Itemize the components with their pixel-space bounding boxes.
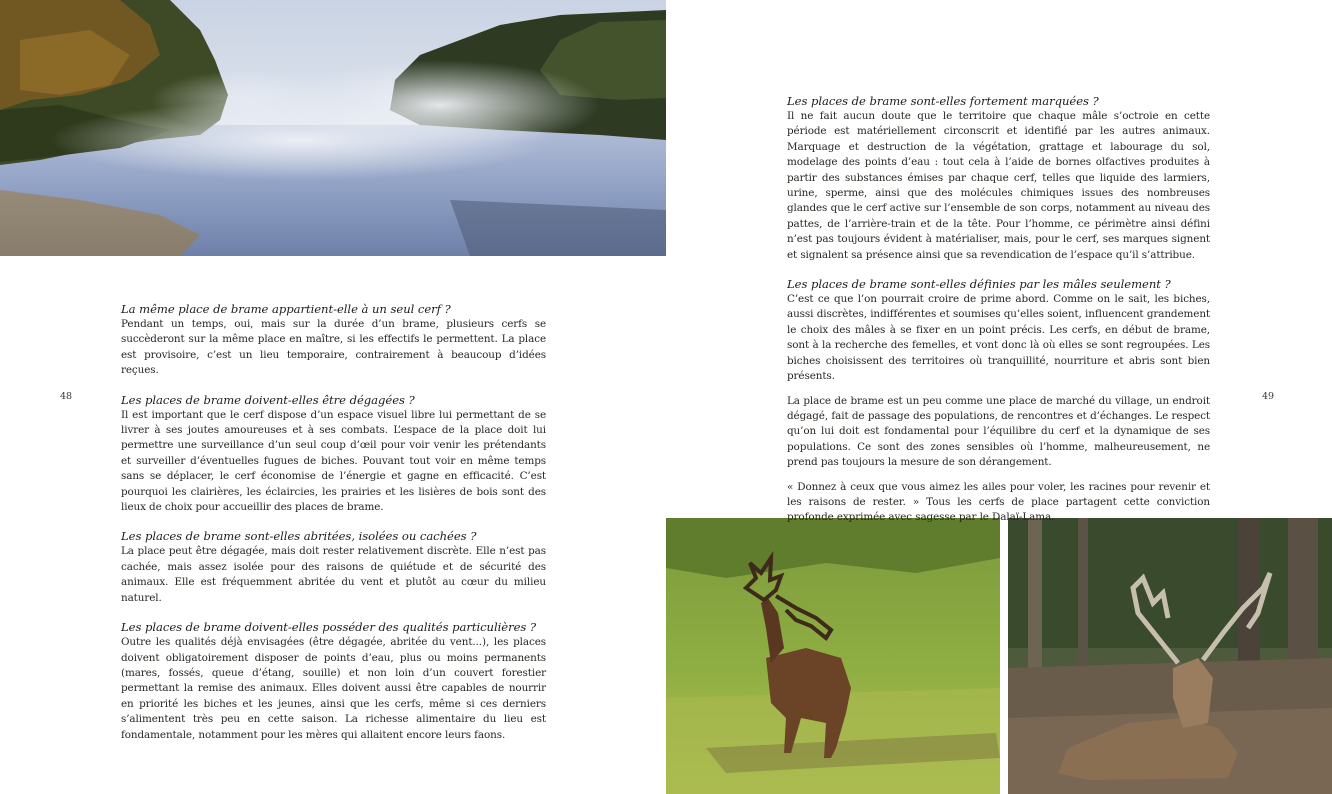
misty-lake-landscape-photo-icon bbox=[0, 0, 666, 256]
red-deer-stag-bellowing-photo-icon bbox=[666, 518, 1000, 794]
section-heading: Les places de brame sont-elles définies par les mâles seulement ? bbox=[787, 277, 1171, 292]
section-block bbox=[121, 619, 546, 743]
stag-bellowing-photo bbox=[666, 518, 1000, 794]
section-paragraph: La place peut être dégagée, mais doit rester relativement discrète. Elle n’est pas cachée, mais assez isolée pour des raisons de quiétude et de sécurité des animaux. Elle est fréquemment abritée du vent et plutôt au cœur du milieu naturel. bbox=[121, 545, 546, 604]
section-block bbox=[787, 93, 1210, 263]
section-paragraph: Il ne fait aucun doute que le territoire que chaque mâle s’octroie en cette période est matériellement circonscrit et identifié par les autres animaux. Marquage et destruction de la végétation, grattage et labourage du sol, modelage des points d’eau : tout cela à l’aide de bornes olfactives produites à partir des substances émises par chaque cerf, telles que liquide des larmiers, urine, sperme, ainsi que des molécules chimiques issues des nombreuses glandes que le cerf active sur l’ensemble de son corps, notamment au niveau des pattes, de l’arrière-train et de la tête. Pour l’homme, ce périmètre ainsi défini n’est pas toujours évident à matérialiser, mais, pour le cerf, ses marques signent et signalent sa présence ainsi que sa revendication de l’espace qu’il s’attribue. bbox=[787, 110, 1210, 261]
section-heading: Les places de brame doivent-elles être dégagées ? bbox=[121, 392, 415, 407]
section-paragraph: Pendant un temps, oui, mais sur la durée d’un brame, plusieurs cerfs se succèderont sur la même place en maître, si les effectifs le permettent. La place est provisoire, c’est un lieu temporaire, contrairement à beaucoup d’idées reçues. bbox=[121, 318, 546, 377]
section-paragraph: C’est ce que l’on pourrait croire de prime abord. Comme on le sait, les biches, aussi discrètes, indifférentes et soumises qu’elles soient, influencent grandement le choix des mâles à se fixer en un point précis. Les cerfs, en début de brame, sont à la recherche des femelles, et vont donc là où elles se sont regroupées. Les biches choisissent des territoires où tranquillité, nourriture et abris sont bien présents. bbox=[787, 293, 1210, 383]
landscape-photo bbox=[0, 0, 666, 256]
section-heading: Les places de brame sont-elles abritées, isolées ou cachées ? bbox=[121, 529, 477, 544]
section-heading: Les places de brame doivent-elles posséder des qualités particulières ? bbox=[121, 620, 537, 635]
section-paragraph: Outre les qualités déjà envisagées (être dégagée, abritée du vent...), les places doivent obligatoirement disposer de points d’eau, plus ou moins permanents (mares, fossés, queue d’étang, souille) et non loin d’un couvert forestier permettant la remise des animaux. Elles doivent aussi être capables de nourrir en priorité les biches et les jeunes, ainsi que les cerfs, même si ces derniers s’alimentent très peu en cette saison. La richesse alimentaire du lieu est fondamentale, notamment pour les mères qui allaitent encore leurs faons. bbox=[121, 636, 546, 741]
section-heading: La même place de brame appartient-elle à un seul cerf ? bbox=[121, 302, 451, 316]
page-number-right: 49 bbox=[1262, 391, 1275, 402]
section-block bbox=[121, 528, 546, 606]
section-block bbox=[787, 276, 1210, 526]
section-paragraph: La place de brame est un peu comme une place de marché du village, un endroit dégagé, fait de passage des populations, de rencontres et d’échanges. Le respect qu’on lui doit est fondamental pour l’équilibre du cerf et la dynamique de ses populations. Ce sont des zones sensibles où l’homme, malheureusement, ne prend pas toujours la mesure de son dérangement. bbox=[787, 394, 1210, 469]
section-block bbox=[121, 301, 546, 379]
stag-lying-photo bbox=[1008, 518, 1332, 794]
right-text-column bbox=[787, 93, 1210, 539]
red-deer-stag-lying-photo-icon bbox=[1008, 518, 1332, 794]
quote-paragraph: « Donnez à ceux que vous aimez les ailes pour voler, les racines pour revenir et les raisons de rester. » Tous les cerfs de place partagent cette conviction profonde exprimée avec sagesse par le Dalaï-Lama. bbox=[787, 480, 1210, 524]
left-text-column bbox=[121, 301, 546, 756]
section-paragraph: Il est important que le cerf dispose d’un espace visuel libre lui permettant de se livrer à ses joutes amoureuses et à ses combats. L’espace de la place doit lui permettre une surveillance d’un seul coup d’œil pour voir venir les prétendants et surveiller d’éventuelles fugues de biches. Pouvant tout voir en même temps sans se déplacer, le cerf économise de l’énergie et gagne en efficacité. C’est pourquoi les clairières, les éclaircies, les prairies et les lisières de bois sont des lieux de choix pour accueillir des places de brame. bbox=[121, 408, 546, 514]
section-heading: Les places de brame sont-elles fortement marquées ? bbox=[787, 94, 1099, 108]
section-block bbox=[121, 392, 546, 516]
page-number-left: 48 bbox=[60, 391, 73, 402]
